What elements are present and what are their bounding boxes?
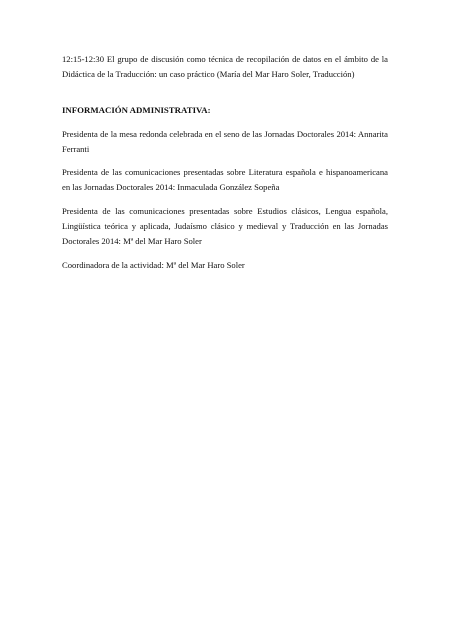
schedule-item-text: 12:15-12:30 El grupo de discusión como técnica de recopilación de datos en el ámbito de la Didáctica de la Traducción: un caso práctico (María del Mar Haro Soler, Traducción) [62,54,388,80]
admin-paragraph-literature-chair: Presidenta de las comunicaciones presentadas sobre Literatura española e hispanoamericana en las Jornadas Doctorales 2014: Inmaculada González Sopeña [62,167,388,193]
admin-paragraph-classics-linguistics-chair: Presidenta de las comunicaciones presentadas sobre Estudios clásicos, Lengua española, Lingüística teórica y aplicada, Judaísmo clásico y medieval y Traducción en las Jornadas Doctorales 2014: Mª del Mar Haro Soler [62,205,388,247]
admin-paragraph-coordinator: Coordinadora de la actividad: Mª del Mar Haro Soler [62,259,245,270]
admin-info-heading: INFORMACIÓN ADMINISTRATIVA: [62,104,211,115]
document-page [62,52,388,273]
admin-paragraph-round-table-chair: Presidenta de la mesa redonda celebrada en el seno de las Jornadas Doctorales 2014: Annarita Ferranti [62,128,388,154]
